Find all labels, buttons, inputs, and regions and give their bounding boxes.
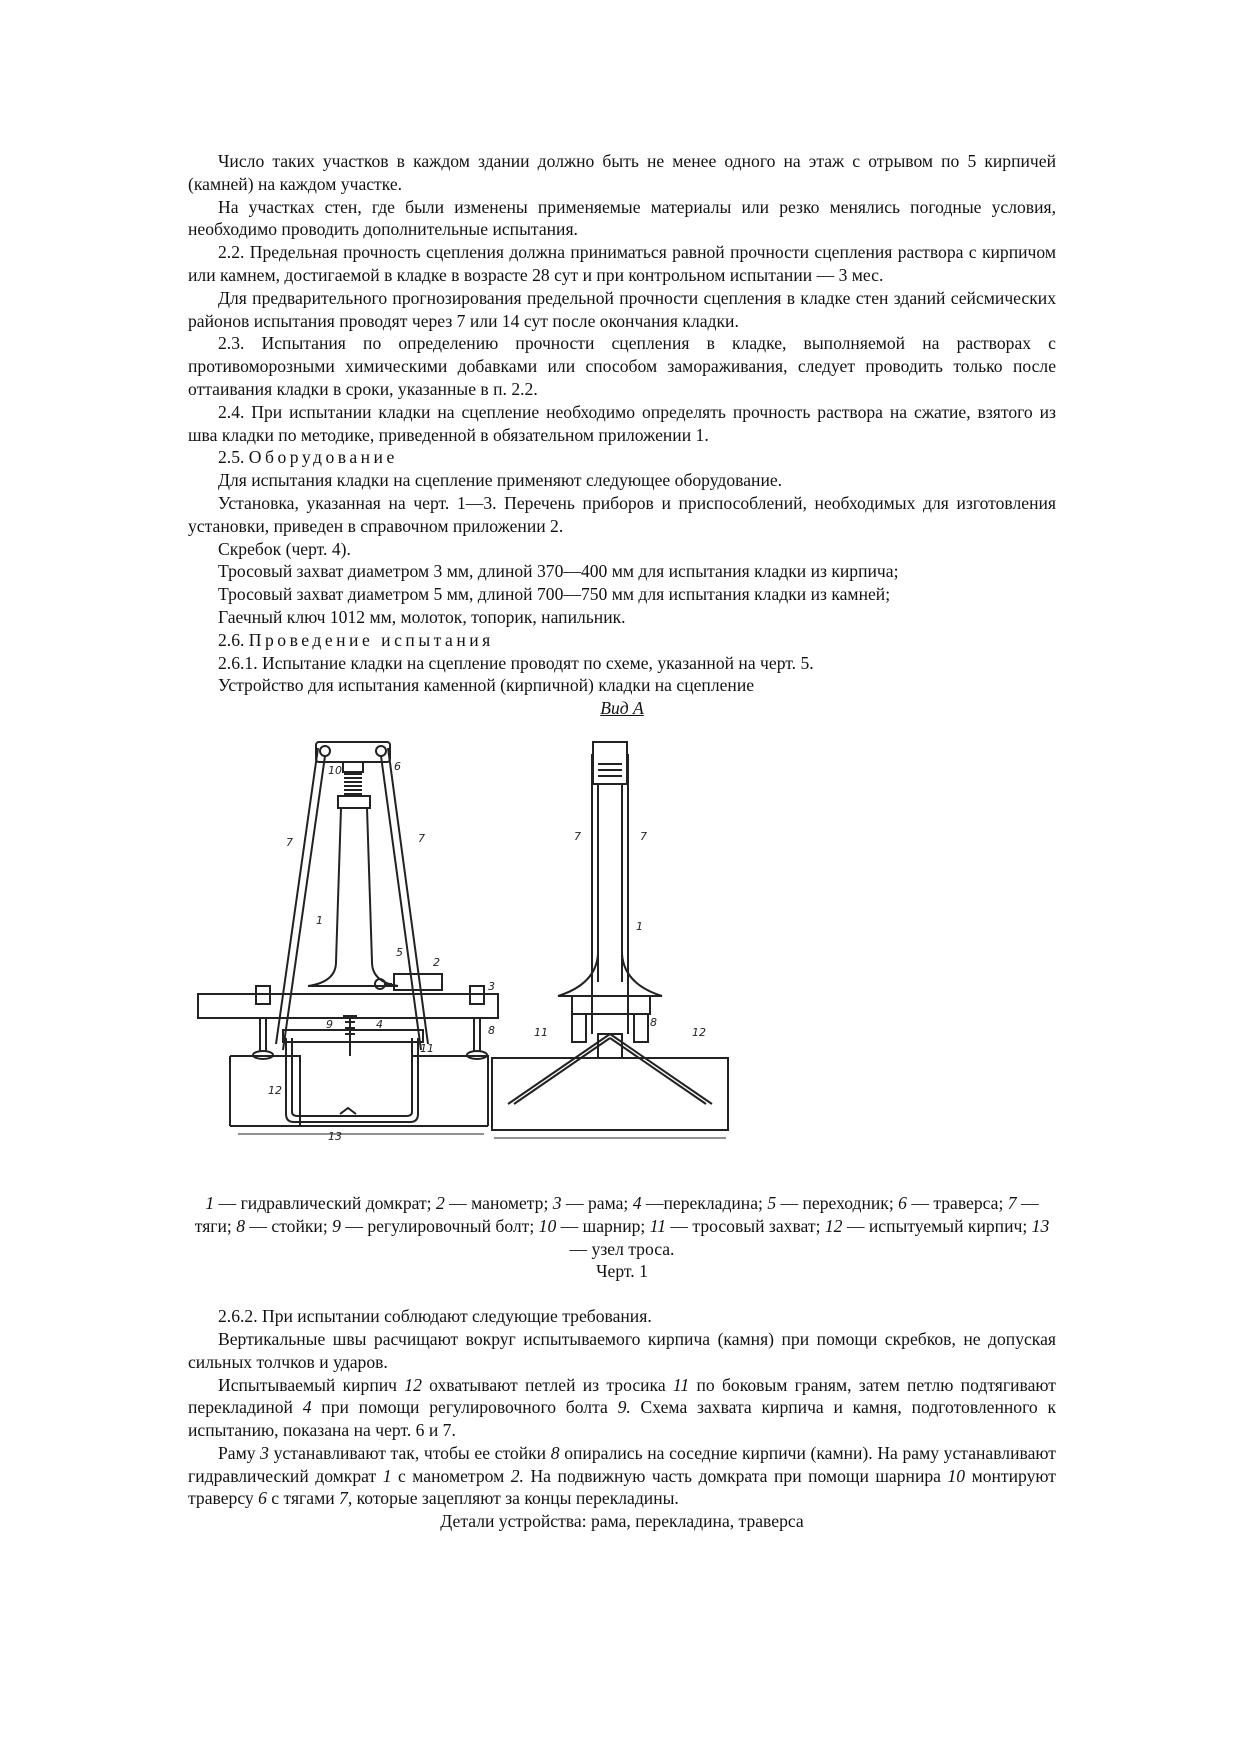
- figure-caption: 1 — гидравлический домкрат; 2 — манометр; 3 — рама; 4 —перекладина; 5 — переходник; 6 — траверса; 7 — тяги; 8 — стойки; 9 — регулировочный болт; 10 — шарнир; 11 — тросовый захват; 12 — испытуемый кирпич; 13 — узел троса.: [194, 1192, 1050, 1259]
- label-7-right: 7: [418, 831, 425, 845]
- paragraph: Вертикальные швы расчищают вокруг испытываемого кирпича (камня) при помощи скребков, не допуская сильных толчков и ударов.: [188, 1328, 1056, 1372]
- label-12: 12: [268, 1083, 282, 1097]
- paragraph: 2.6.2. При испытании соблюдают следующие требования.: [218, 1306, 652, 1327]
- label-13: 13: [328, 1129, 342, 1143]
- view-a-label: Вид А: [600, 698, 644, 719]
- paragraph: 2.6.1. Испытание кладки на сцепление проводят по схеме, указанной на черт. 5.: [218, 652, 814, 673]
- label-4: 4: [376, 1017, 383, 1031]
- label-7-side-right: 7: [640, 829, 647, 843]
- document-page: [188, 150, 1056, 1533]
- paragraph: Испытываемый кирпич 12 охватывают петлей из тросика 11 по боковым граням, затем петлю подтягивают перекладиной 4 при помощи регулировочного болта 9. Схема захвата кирпича и камня, подготовленного к испытанию, показана на черт. 6 и 7.: [188, 1374, 1056, 1441]
- front-view: [198, 742, 498, 1134]
- apparatus-drawing: [188, 734, 1056, 1184]
- label-7-side: 7: [574, 829, 581, 843]
- label-7-left: 7: [286, 835, 293, 849]
- section-title: Проведение испытания: [248, 629, 494, 650]
- paragraph: Гаечный ключ 1012 мм, молоток, топорик, напильник.: [218, 606, 626, 627]
- label-8: 8: [488, 1023, 495, 1037]
- paragraph: Скребок (черт. 4).: [218, 538, 351, 559]
- paragraph: Раму 3 устанавливают так, чтобы ее стойки 8 опирались на соседние кирпичи (камни). На раму устанавливают гидравлический домкрат 1 с манометром 2. На подвижную часть домкрата при помощи шарнира 10 монтируют траверсу 6 с тягами 7, которые зацепляют за концы перекладины.: [188, 1442, 1056, 1509]
- label-3: 3: [488, 979, 495, 993]
- section-number: 2.5.: [218, 447, 245, 468]
- label-5: 5: [396, 945, 403, 959]
- label-1-side: 1: [636, 919, 643, 933]
- label-11-side: 11: [534, 1025, 548, 1039]
- paragraph: 2.4. При испытании кладки на сцепление необходимо определять прочность раствора на сжатие, взятого из шва кладки по методике, приведенной в обязательном приложении 1.: [188, 401, 1056, 445]
- section-number: 2.6.: [218, 629, 245, 650]
- label-10: 10: [328, 763, 342, 777]
- paragraph: Для предварительного прогнозирования предельной прочности сцепления в кладке стен зданий сейсмических районов испытания проводят через 7 или 14 сут после окончания кладки.: [188, 287, 1056, 331]
- label-1: 1: [316, 913, 323, 927]
- label-8-side: 8: [650, 1015, 657, 1029]
- paragraph: На участках стен, где были изменены применяемые материалы или резко менялись погодные условия, необходимо проводить дополнительные испытания.: [188, 196, 1056, 240]
- paragraph: Для испытания кладки на сцепление применяют следующее оборудование.: [218, 470, 783, 491]
- section-heading-testing: [188, 629, 1056, 652]
- label-2: 2: [433, 955, 440, 969]
- paragraph: Тросовый захват диаметром 5 мм, длиной 700—750 мм для испытания кладки из камней;: [218, 584, 891, 605]
- details-title: Детали устройства: рама, перекладина, траверса: [440, 1511, 804, 1532]
- label-12-side: 12: [692, 1025, 706, 1039]
- paragraph: Установка, указанная на черт. 1—3. Перечень приборов и приспособлений, необходимых для изготовления установки, приведен в справочном приложении 2.: [188, 492, 1056, 536]
- paragraph: Число таких участков в каждом здании должно быть не менее одного на этаж с отрывом по 5 кирпичей (камней) на каждом участке.: [188, 151, 1056, 194]
- label-9: 9: [326, 1017, 333, 1031]
- label-11: 11: [420, 1041, 434, 1055]
- side-view: [492, 742, 728, 1138]
- paragraph: Тросовый захват диаметром 3 мм, длиной 370—400 мм для испытания кладки из кирпича;: [218, 561, 899, 582]
- figure-number: Черт. 1: [596, 1261, 648, 1282]
- paragraph: 2.2. Предельная прочность сцепления должна приниматься равной прочности сцепления раствора с кирпичом или камнем, достигаемой в кладке в возрасте 28 сут и при контрольном испытании — 3 мес.: [188, 242, 1056, 285]
- paragraph: 2.3. Испытания по определению прочности сцепления в кладке, выполняемой на растворах с противоморозными химическими добавками или способом замораживания, следует проводить только после оттаивания кладки в сроки, указанные в п. 2.2.: [188, 333, 1056, 399]
- label-6: 6: [394, 759, 401, 773]
- section-heading-equipment: [188, 446, 1056, 469]
- section-title: Оборудование: [248, 447, 398, 468]
- figure-title: Устройство для испытания каменной (кирпичной) кладки на сцепление: [218, 675, 755, 696]
